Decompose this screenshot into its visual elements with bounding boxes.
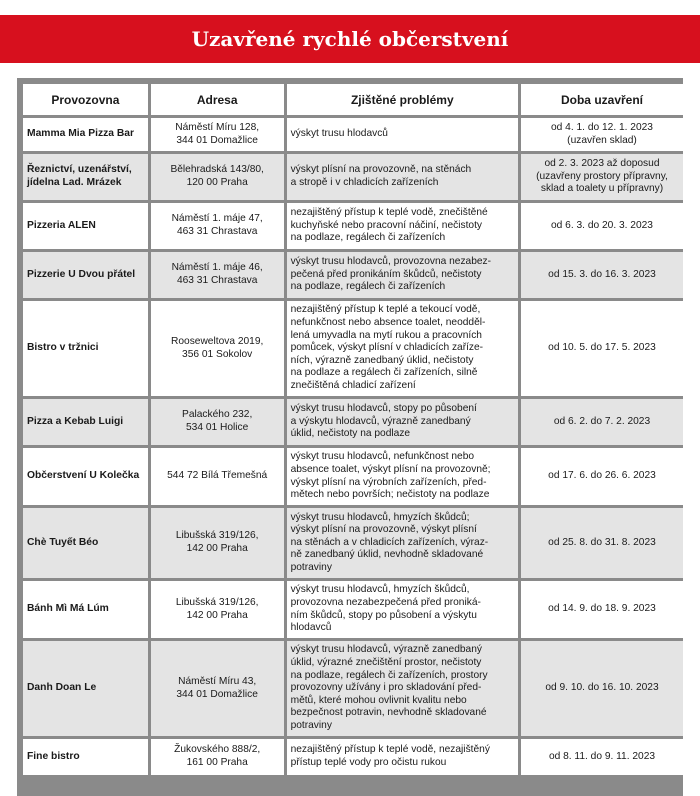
cell-problems [287, 508, 518, 578]
cell-address-line: 142 00 Praha [186, 543, 248, 554]
cell-name-line: Chè Tuyết Béo [27, 536, 99, 548]
cell-address-line: Libušská 319/126, [175, 596, 259, 608]
cell-address [151, 252, 284, 298]
cell-problems-line: úklid, nečistoty na podlaze [290, 428, 411, 440]
cell-problems [287, 118, 518, 151]
cell-address-line: Rooseweltova 2019, [171, 335, 264, 347]
cell-name-line: Pizzerie U Dvou přátel [27, 268, 136, 280]
cell-name [23, 203, 148, 249]
cell-address-line: 344 01 Domažlice [176, 688, 258, 700]
cell-closure [521, 252, 683, 298]
cell-closure-line: od 9. 10. do 16. 10. 2023 [545, 682, 659, 694]
cell-problems-line: výskyt plísní na výrobních zařízeních, před- [290, 476, 487, 488]
cell-address-line: Palackého 232, [182, 409, 253, 421]
cell-problems-line: a stropě i v chladicích zařízeních [290, 177, 439, 188]
cell-address-line: Náměstí Míru 43, [178, 675, 257, 687]
cell-address [151, 581, 284, 638]
cell-name-line: Bistro v tržnici [27, 342, 99, 354]
cell-problems-line: na podlaze, regálech či zařízeních [290, 281, 446, 293]
cell-address [151, 203, 284, 249]
cell-problems-line: hlodavců [290, 622, 332, 634]
cell-address [151, 641, 284, 736]
table-row [23, 252, 683, 298]
page-title: Uzavřené rychlé občerstvení [191, 27, 509, 51]
cell-problems-line: na podlaze a regálech či zařízeních, silně [290, 367, 478, 379]
cell-address [151, 739, 284, 775]
cell-problems-line: výskyt trusu hlodavců, hmyzích škůdců, [290, 584, 470, 596]
cell-closure [521, 739, 683, 775]
cell-closure-line: od 25. 8. do 31. 8. 2023 [548, 536, 656, 548]
cell-name [23, 508, 148, 578]
cell-problems [287, 581, 518, 638]
cell-problems-line: ně zanedbaný úklid, nevhodně skladované [290, 549, 484, 561]
cell-problems [287, 739, 518, 775]
cell-problems-line: nezajištěný přístup k teplé vodě, nezajištěný [290, 744, 490, 756]
cell-problems-line: pomůcek, výskyt plísní v chladicích zaříze- [290, 342, 484, 354]
cell-name [23, 399, 148, 445]
cell-name-line: Fine bistro [27, 750, 80, 762]
cell-problems-line: potraviny [290, 561, 332, 573]
cell-problems-line: výskyt trusu hlodavců, hmyzích škůdců; [290, 511, 470, 523]
cell-closure [521, 641, 683, 736]
cell-problems [287, 641, 518, 736]
cell-name-line: Řeznictví, uzenářství, [27, 164, 132, 176]
cell-problems-line: provozovny užívány i pro skladování před- [290, 682, 482, 694]
cell-problems-line: výskyt plísní na provozovně, na stěnách [290, 164, 472, 176]
cell-problems-line: na podlaze, regálech či zařízeních [290, 232, 446, 244]
cell-problems [287, 301, 518, 396]
cell-problems-line: na podlaze, regálech či zařízeních, prostory [290, 669, 488, 681]
cell-closure-line: od 4. 1. do 12. 1. 2023 [551, 121, 653, 133]
cell-problems-line: výskyt plísní na provozovně, výskyt plísní [290, 524, 477, 536]
cell-address [151, 118, 284, 151]
cell-problems-line: nezajištěný přístup k teplé a tekoucí vodě, [290, 304, 481, 316]
cell-closure-line: od 14. 9. do 18. 9. 2023 [548, 603, 656, 615]
cell-closure [521, 301, 683, 396]
cell-address-line: Libušská 319/126, [175, 530, 259, 542]
cell-closure-line: sklad a toalety u přípravny) [540, 183, 664, 195]
cell-address-line: 120 00 Praha [186, 177, 248, 188]
cell-problems-line: výskyt trusu hlodavců, výrazně zanedbaný [290, 644, 482, 656]
cell-problems [287, 252, 518, 298]
cell-name-line: Danh Doan Le [27, 682, 97, 694]
cell-closure-line: od 8. 11. do 9. 11. 2023 [548, 750, 656, 762]
cell-problems-line: ním škůdců, stopy po působení a výskytu [290, 609, 477, 621]
cell-problems-line: kuchyňské nebo pracovní náčiní, nečistoty [290, 219, 482, 231]
cell-name [23, 448, 148, 505]
cell-problems-line: absence toalet, výskyt plísní na provozovně; [290, 463, 491, 475]
cell-address-line: Náměstí 1. máje 47, [171, 213, 263, 225]
cell-problems [287, 399, 518, 445]
cell-closure [521, 508, 683, 578]
cell-closure [521, 581, 683, 638]
table-row [23, 118, 683, 151]
cell-name [23, 301, 148, 396]
cell-address [151, 301, 284, 396]
cell-address-line: Náměstí Míru 128, [175, 121, 260, 133]
cell-closure [521, 203, 683, 249]
cell-name-line: Občerstvení U Kolečka [27, 470, 140, 482]
cell-address-line: 142 00 Praha [186, 609, 248, 621]
table-row [23, 641, 683, 736]
cell-problems-line: mětech nebo površích; nečistoty na podlaze [290, 489, 490, 501]
cell-problems-line: výskyt trusu hlodavců, nefunkčnost nebo [290, 451, 475, 463]
cell-problems-line: přístup teplé vody pro očistu rukou [290, 757, 447, 768]
cell-problems-line: na stěnách a v chladicích zařízeních, výraz- [290, 536, 489, 548]
cell-closure [521, 399, 683, 445]
cell-address [151, 448, 284, 505]
cell-closure-line: od 2. 3. 2023 až doposud [544, 158, 660, 170]
cell-closure-line: od 6. 3. do 20. 3. 2023 [551, 219, 653, 231]
table-row [23, 301, 683, 396]
table-row [23, 399, 683, 445]
cell-problems-line: ních, výrazně zanedbaný úklid, nečistoty [290, 354, 474, 366]
cell-name-line: Pizzeria ALEN [27, 219, 96, 231]
header-problemy: Zjištěné problémy [287, 84, 518, 115]
cell-address [151, 508, 284, 578]
cell-address-line: 344 01 Domažlice [176, 134, 258, 146]
cell-name-line: Mamma Mia Pizza Bar [27, 128, 135, 140]
cell-address-line: Bělehradská 143/80, [170, 164, 264, 176]
cell-address-line: 534 01 Holice [186, 422, 249, 433]
header-adresa: Adresa [151, 84, 284, 115]
cell-name [23, 641, 148, 736]
cell-address [151, 399, 284, 445]
cell-problems-line: výskyt trusu hlodavců [290, 128, 388, 140]
header-row [23, 84, 683, 115]
cell-closure-line: od 15. 3. do 16. 3. 2023 [548, 268, 656, 280]
cell-problems-line: pečená před pronikáním škůdců, nečistoty [290, 268, 482, 280]
cell-name [23, 739, 148, 775]
header-provozovna: Provozovna [23, 84, 148, 115]
cell-problems-line: nezajištěný přístup k teplé vodě, znečištěné [290, 207, 488, 219]
cell-problems-line: výskyt trusu hlodavců, provozovna nezabez- [290, 256, 492, 268]
table-panel [17, 78, 683, 796]
cell-closure-line: od 10. 5. do 17. 5. 2023 [548, 342, 656, 354]
title-banner [0, 15, 700, 63]
cell-problems [287, 448, 518, 505]
cell-name-line: Bánh Mì Má Lúm [27, 603, 109, 615]
cell-address-line: Náměstí 1. máje 46, [171, 262, 263, 274]
cell-problems-line: bezpečnost potravin, nevhodně skladované [290, 707, 487, 719]
cell-closure-line: (uzavřen sklad) [567, 134, 637, 146]
cell-name [23, 154, 148, 200]
cell-address [151, 154, 284, 200]
cell-problems [287, 154, 518, 200]
closures-table [20, 81, 686, 778]
cell-closure [521, 448, 683, 505]
table-row [23, 581, 683, 638]
cell-problems-line: výskyt trusu hlodavců, stopy po působení [290, 403, 477, 415]
cell-name [23, 581, 148, 638]
cell-name [23, 252, 148, 298]
cell-name-line: Pizza a Kebab Luigi [27, 415, 124, 427]
cell-closure-line: od 17. 6. do 26. 6. 2023 [548, 470, 656, 482]
cell-problems-line: mětů, které mohou ovlivnit kvalitu nebo [290, 694, 467, 706]
cell-address-line: 356 01 Sokolov [182, 348, 253, 360]
cell-closure-line: od 6. 2. do 7. 2. 2023 [553, 415, 651, 427]
table-row [23, 739, 683, 775]
cell-address-line: Žukovského 888/2, [174, 744, 261, 756]
cell-closure [521, 154, 683, 200]
table-row [23, 154, 683, 200]
cell-problems-line: a výskytu hlodavců, výrazně zanedbaný [290, 415, 471, 427]
cell-problems-line: provozovna nezabezpečená před proniká- [290, 596, 481, 608]
table-row [23, 508, 683, 578]
cell-problems-line: nefunkčnost nebo absence toalet, neodděl- [290, 317, 486, 329]
cell-address-line: 463 31 Chrastava [176, 226, 258, 237]
cell-address-line: 161 00 Praha [186, 757, 248, 768]
cell-problems [287, 203, 518, 249]
cell-address-line: 544 72 Bílá Třemešná [167, 470, 268, 482]
cell-closure-line: (uzavřeny prostory přípravny, [536, 170, 668, 182]
table-body [23, 118, 683, 775]
table-row [23, 203, 683, 249]
cell-address-line: 463 31 Chrastava [176, 275, 258, 286]
cell-problems-line: potraviny [290, 719, 332, 731]
cell-closure [521, 118, 683, 151]
table-row [23, 448, 683, 505]
header-doba: Doba uzavření [521, 84, 683, 115]
cell-name [23, 118, 148, 151]
cell-name-line: jídelna Lad. Mrázek [27, 177, 122, 188]
cell-problems-line: lená umyvadla na mytí rukou a pracovních [290, 329, 482, 341]
cell-problems-line: znečištěná chladicí zařízení [290, 379, 416, 391]
cell-problems-line: úklid, výrazné znečištění prostor, nečistoty [290, 657, 482, 669]
